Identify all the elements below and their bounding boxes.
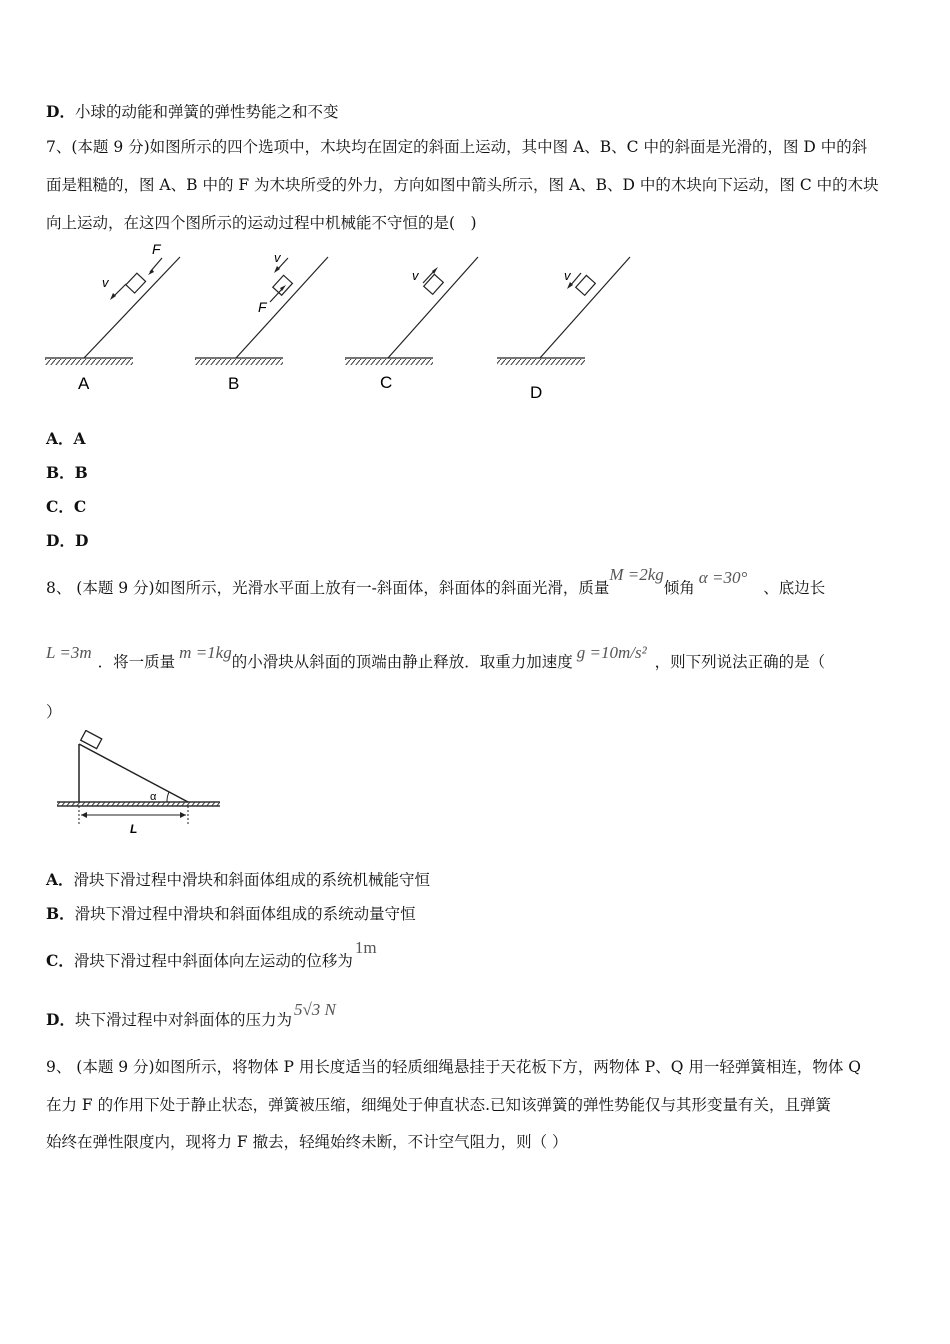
option-text: B xyxy=(74,463,88,482)
option-text: 滑块下滑过程中斜面体向左运动的位移为 xyxy=(73,952,353,970)
q7-option-c[interactable] xyxy=(46,497,86,517)
q8-stem-line-1 xyxy=(46,565,826,598)
option-text: 块下滑过程中对斜面体的压力为 xyxy=(74,1011,292,1029)
option-text: C xyxy=(73,497,87,516)
q8-option-d[interactable] xyxy=(46,1000,336,1030)
panel-c xyxy=(345,257,478,392)
panel-label: D xyxy=(530,383,543,402)
stem-text: 的小滑块从斜面的顶端由静止释放．取重力加速度 xyxy=(231,653,573,671)
stem-text: ，则下列说法正确的是（ xyxy=(654,653,826,671)
option-label: C． xyxy=(46,951,74,970)
velocity-label: v xyxy=(274,250,281,265)
panel-d xyxy=(497,257,630,402)
panel-b xyxy=(195,250,328,393)
angle-value: α =30° xyxy=(698,568,748,587)
option-label: D． xyxy=(46,102,75,121)
option-label: D． xyxy=(46,531,75,550)
q6-option-d[interactable] xyxy=(46,102,338,122)
q7-stem-line-3: 向上运动，在这四个图所示的运动过程中机械能不守恒的是( ) xyxy=(46,214,477,232)
stem-text: 倾角 xyxy=(663,579,695,597)
option-label: B． xyxy=(46,463,75,482)
option-label: A． xyxy=(46,429,74,448)
option-text: 滑块下滑过程中滑块和斜面体组成的系统机械能守恒 xyxy=(73,871,431,889)
force-label: F xyxy=(152,241,161,257)
small-mass-value: m =1kg xyxy=(179,643,232,662)
q7-incline-figure xyxy=(40,240,640,405)
q8-stem-line-2 xyxy=(46,643,826,672)
stem-text: 8、 (本题 9 分)如图所示，光滑水平面上放有一-斜面体，斜面体的斜面光滑，质量 xyxy=(46,579,610,597)
angle-label: α xyxy=(150,791,157,803)
q7-option-a[interactable] xyxy=(46,429,86,449)
option-label: C． xyxy=(46,497,74,516)
panel-a xyxy=(45,241,180,393)
velocity-label: v xyxy=(412,268,419,283)
q9-stem-line-1: 9、 (本题 9 分)如图所示，将物体 P 用长度适当的轻质细绳悬挂于天花板下方，两物体 P、Q 用一轻弹簧相连，物体 Q xyxy=(46,1058,862,1076)
q8-option-b[interactable] xyxy=(46,904,416,924)
q7-option-b[interactable] xyxy=(46,463,88,483)
velocity-label: v xyxy=(102,275,109,290)
option-text: 小球的动能和弹簧的弹性势能之和不变 xyxy=(74,103,339,121)
option-text: 滑块下滑过程中滑块和斜面体组成的系统动量守恒 xyxy=(74,905,416,923)
velocity-label: v xyxy=(564,268,571,283)
q8-stem-close: ） xyxy=(46,703,62,721)
panel-label: C xyxy=(380,373,393,392)
option-text: D xyxy=(74,531,89,550)
stem-text: 、底边长 xyxy=(763,579,826,597)
length-label: L xyxy=(130,822,138,836)
q7-stem-line-2: 面是粗糙的，图 A、B 中的 F 为木块所受的外力，方向如图中箭头所示，图 A、B、D 中的木块向下运动，图 C 中的木块 xyxy=(46,176,879,194)
pressure-value: 5√3 N xyxy=(293,1000,336,1019)
q8-option-a[interactable] xyxy=(46,870,430,890)
q7-option-d[interactable] xyxy=(46,531,88,551)
q7-stem-line-1: 7、(本题 9 分)如图所示的四个选项中，木块均在固定的斜面上运动，其中图 A、B、C 中的斜面是光滑的，图 D 中的斜 xyxy=(46,138,868,156)
panel-label: A xyxy=(78,374,90,393)
stem-text: ．将一质量 xyxy=(97,653,176,671)
q8-option-c[interactable] xyxy=(46,938,377,971)
option-label: D． xyxy=(46,1010,75,1029)
option-label: A． xyxy=(46,870,74,889)
displacement-value: 1m xyxy=(354,938,377,957)
mass-m-value: M =2kg xyxy=(609,565,664,584)
force-label: F xyxy=(258,299,267,315)
panel-label: B xyxy=(228,374,240,393)
option-text: A xyxy=(73,429,86,448)
gravity-value: g =10m/s² xyxy=(576,643,647,662)
q8-wedge-figure xyxy=(55,730,235,840)
length-value: L =3m xyxy=(46,643,92,662)
q9-stem-line-2: 在力 F 的作用下处于静止状态，弹簧被压缩，细绳处于伸直状态.已知该弹簧的弹性势能仅与其形变量有关，且弹簧 xyxy=(46,1096,832,1114)
option-label: B． xyxy=(46,904,75,923)
q9-stem-line-3: 始终在弹性限度内，现将力 F 撤去，轻绳始终未断，不计空气阻力，则（ ） xyxy=(46,1133,568,1151)
